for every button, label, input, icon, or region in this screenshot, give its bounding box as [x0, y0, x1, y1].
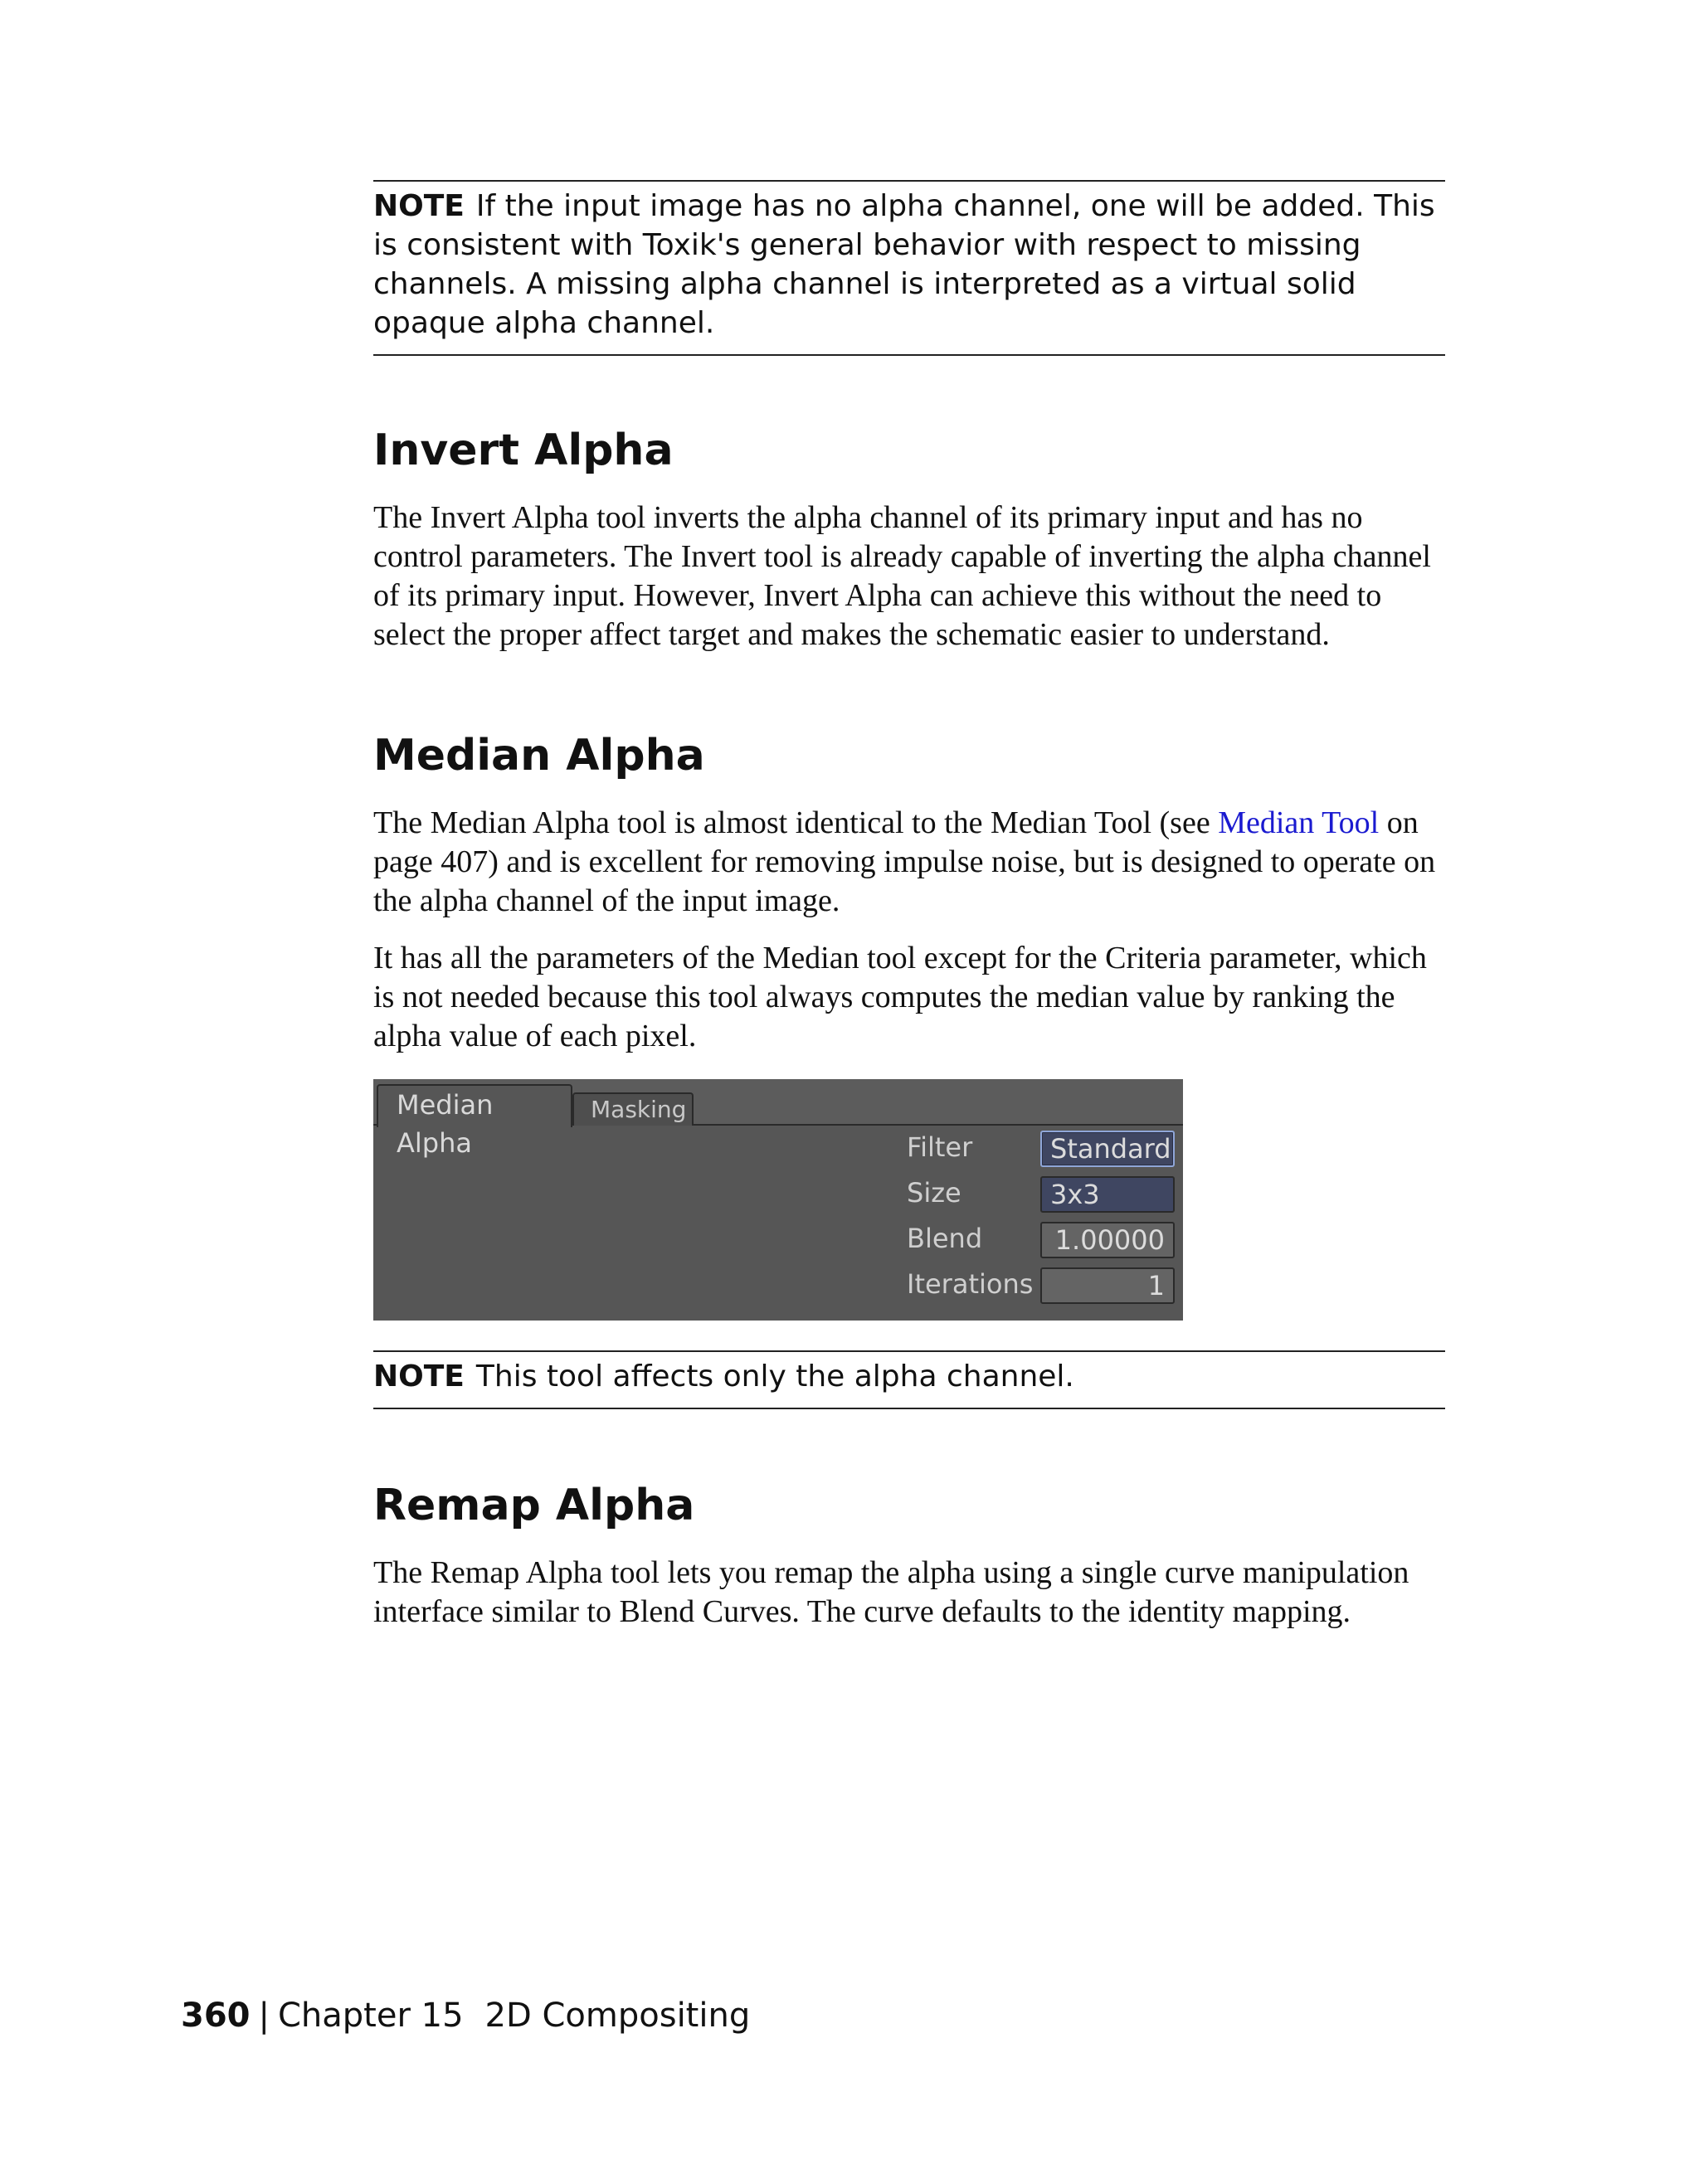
size-select[interactable]: 3x3	[1040, 1176, 1175, 1213]
link-median-tool[interactable]: Median Tool	[1218, 805, 1380, 840]
tab-masking[interactable]: Masking	[572, 1092, 694, 1126]
note-text: This tool affects only the alpha channel.	[475, 1360, 1074, 1394]
paragraph-median-alpha-1	[373, 804, 1445, 921]
paragraph-remap-alpha: The Remap Alpha tool lets you remap the alpha using a single curve manipulation interface similar to Blend Curves. The curve defaults to the identity mapping.	[373, 1555, 1409, 1629]
note-alpha-only	[373, 1350, 1445, 1409]
note-label: NOTE	[373, 1360, 465, 1394]
paragraph-median-alpha-2: It has all the parameters of the Median tool except for the Criteria parameter, which is not needed because this tool always computes the median value by ranking the alpha value of each pixel.	[373, 941, 1427, 1053]
text-segment: The Median Alpha tool is almost identical to the Median Tool (see	[373, 805, 1219, 840]
footer-separator: |	[258, 1997, 270, 2035]
note-text: If the input image has no alpha channel, one will be added. This is consistent with Toxik's general behavior with respect to missing channels. A missing alpha channel is interpreted as a virtual solid opaque alpha channel.	[373, 189, 1435, 340]
footer-chapter-title: 2D Compositing	[484, 1997, 751, 2035]
paragraph-invert-alpha: The Invert Alpha tool inverts the alpha channel of its primary input and has no control parameters. The Invert tool is already capable of inverting the alpha channel of its primary input. However, Invert Alpha can achieve this without the need to select the proper affect target and makes the schematic easier to understand.	[373, 500, 1431, 652]
footer-chapter: Chapter 15	[277, 1997, 464, 2035]
median-alpha-panel	[373, 1079, 1183, 1321]
blend-label: Blend	[907, 1223, 983, 1254]
heading-median-alpha: Median Alpha	[373, 731, 705, 781]
page-footer	[181, 1993, 750, 2038]
size-label: Size	[907, 1177, 961, 1209]
text-segment: on page 407) and is excellent for removing impulse noise, but is designed to operate on the alpha channel of the input image.	[373, 805, 1436, 918]
filter-label: Filter	[907, 1131, 973, 1163]
iterations-field[interactable]: 1	[1040, 1267, 1175, 1304]
heading-remap-alpha: Remap Alpha	[373, 1481, 695, 1530]
note-label: NOTE	[373, 189, 465, 223]
note-missing-alpha	[373, 180, 1445, 356]
iterations-label: Iterations	[907, 1268, 1034, 1300]
blend-field[interactable]: 1.00000	[1040, 1222, 1175, 1258]
heading-invert-alpha: Invert Alpha	[373, 426, 674, 475]
tab-median-alpha[interactable]: Median Alpha	[377, 1084, 572, 1127]
page-number: 360	[181, 1997, 251, 2035]
page-content	[373, 180, 1445, 1632]
filter-select[interactable]: Standard	[1040, 1131, 1175, 1167]
